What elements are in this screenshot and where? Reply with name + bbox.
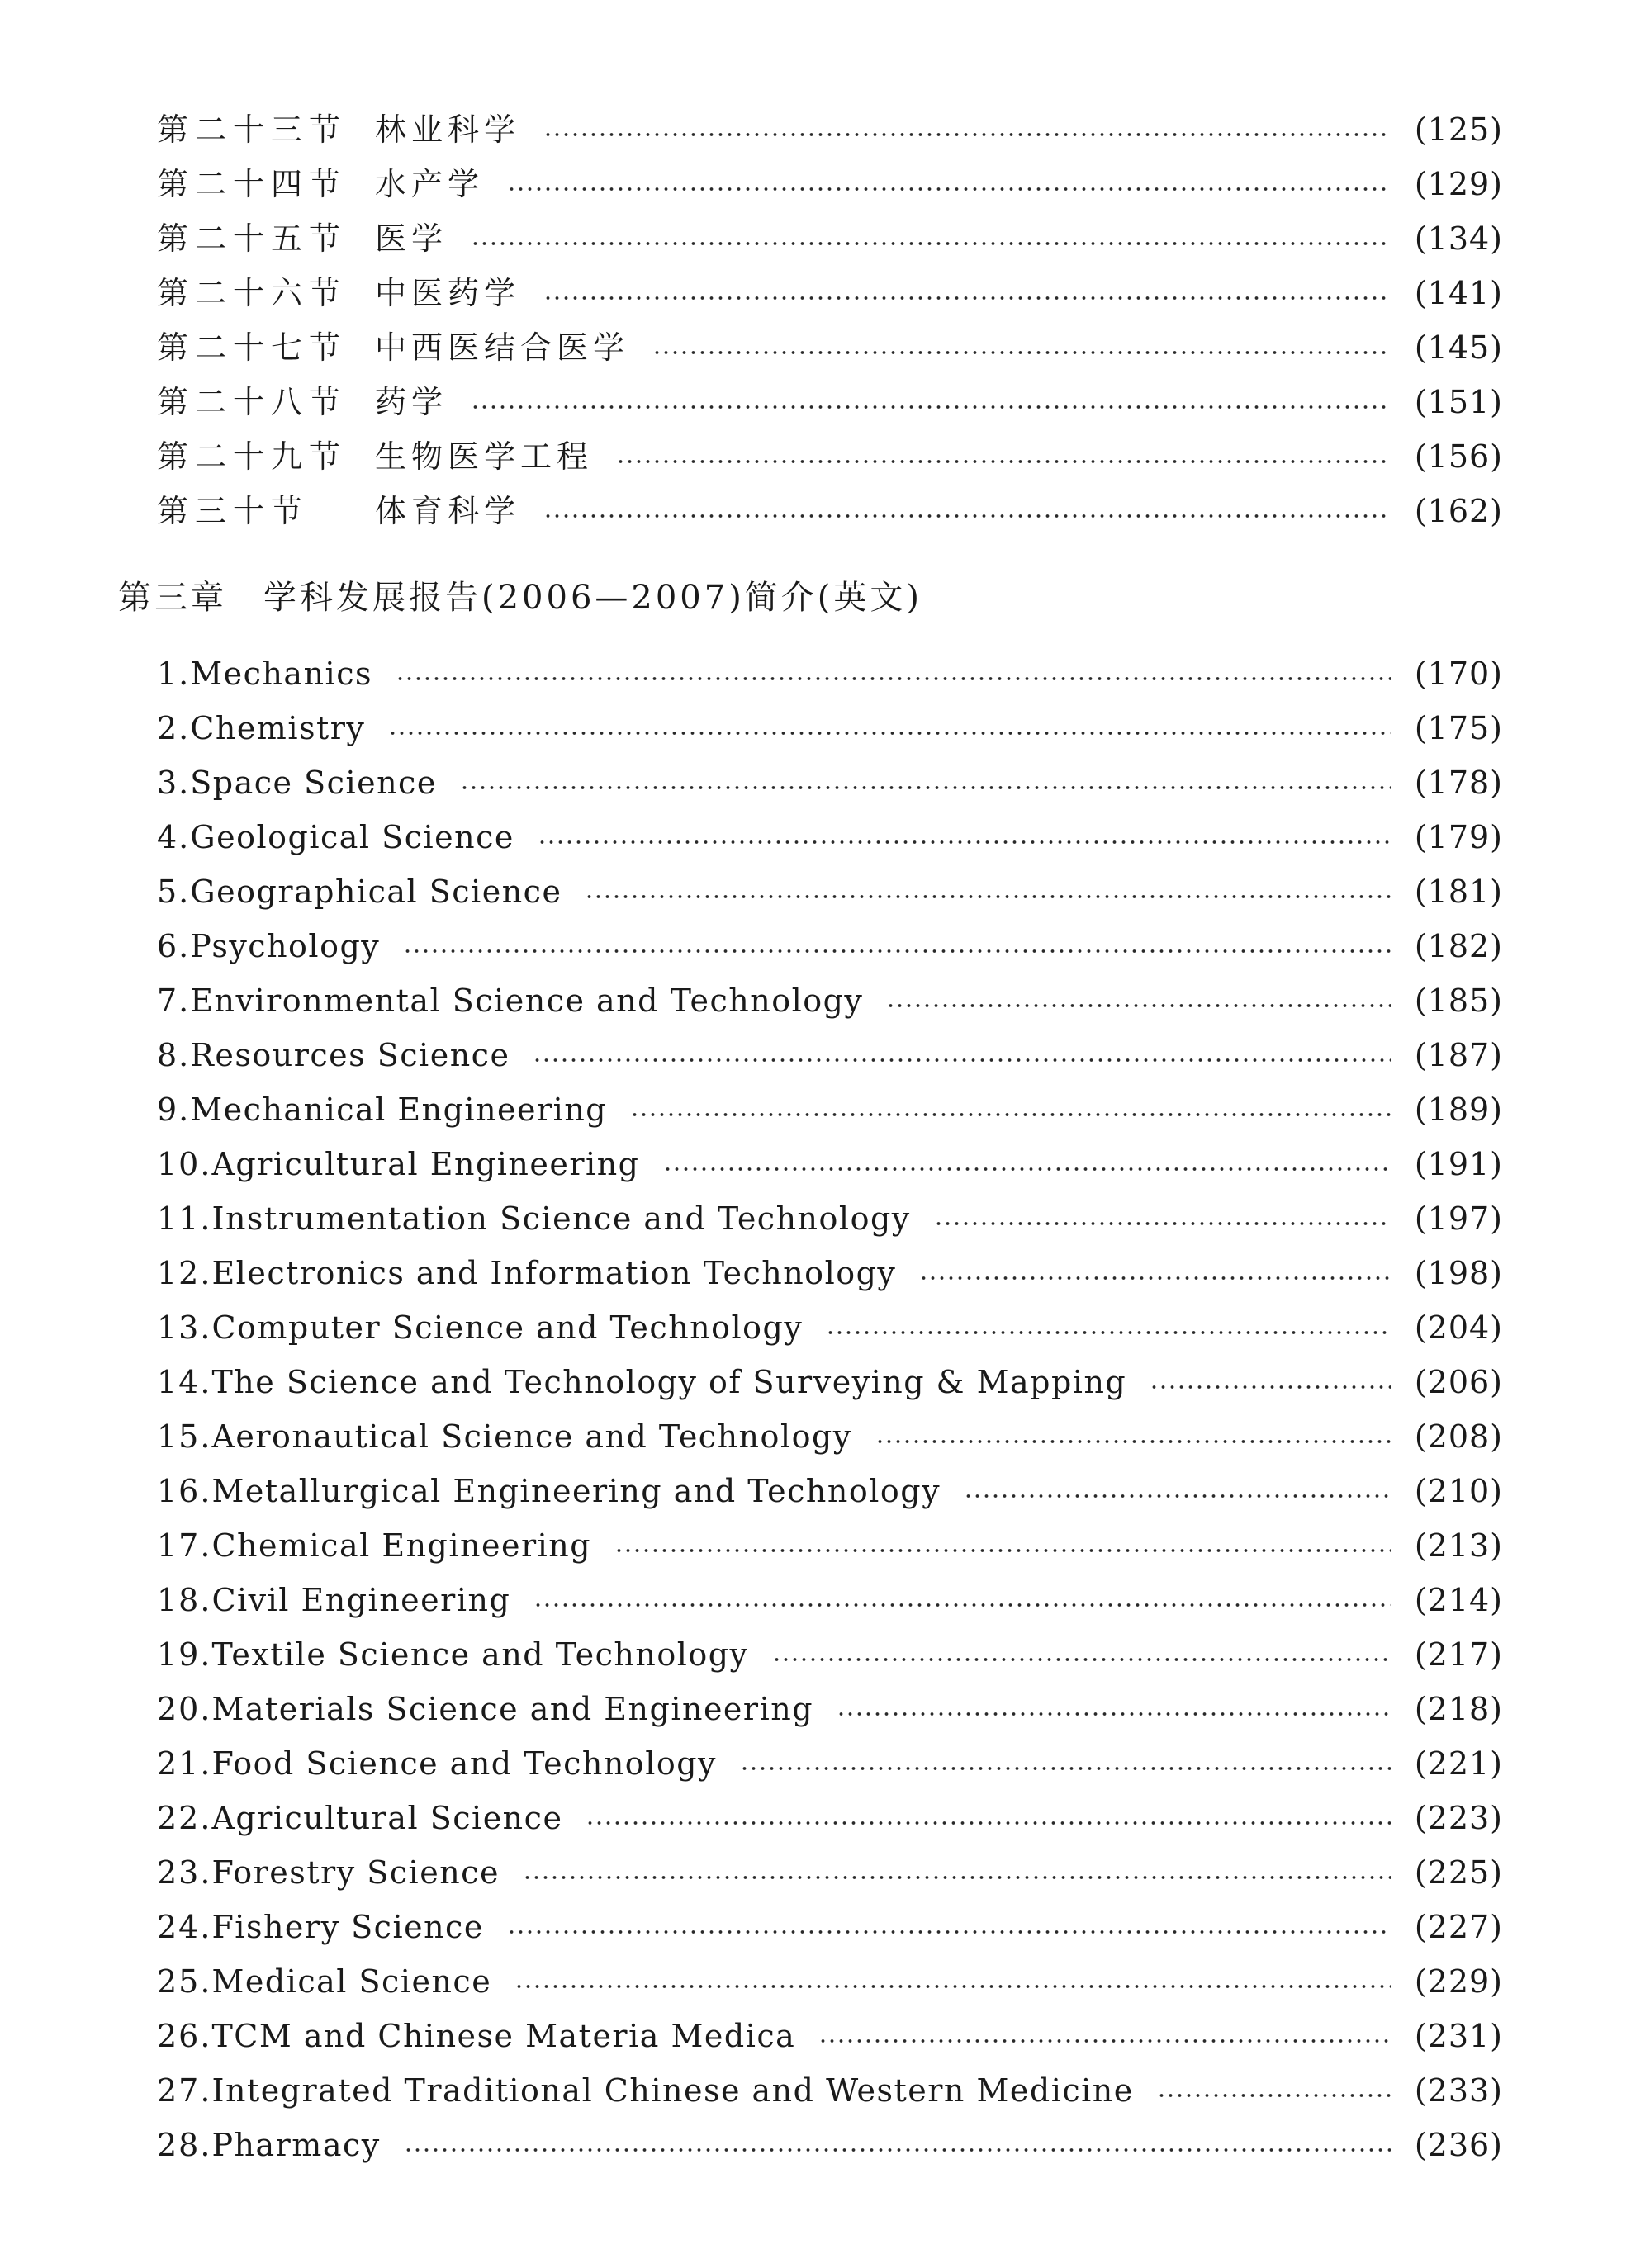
entry-number: 20. [157,1691,212,1727]
page-number: (185) [1414,982,1503,1019]
page-number: (125) [1414,111,1503,148]
entry-title: Medical Science [211,1963,492,2000]
toc-entry [157,864,1503,919]
page-number: (225) [1414,1854,1503,1891]
entry-title: Aeronautical Science and Technology [211,1418,852,1455]
toc-entry [157,810,1503,864]
entry-title: The Science and Technology of Surveying & Mapping [211,1364,1127,1400]
dot-leader [585,893,1391,900]
dot-leader [772,1656,1391,1663]
toc-entry [157,157,1503,211]
entry-title: Instrumentation Science and Technology [211,1200,911,1237]
entry-number: 21. [157,1745,212,1782]
dot-leader [533,1602,1391,1608]
page-number: (179) [1414,819,1503,855]
section-title: 林业科学 [375,111,521,148]
page-number: (134) [1414,220,1503,257]
dot-leader [404,2147,1391,2153]
entry-number: 16. [157,1473,212,1509]
entry-number: 7. [157,982,191,1019]
entry-number: 5. [157,874,191,910]
toc-entry [157,2118,1503,2172]
toc-entry [157,1954,1503,2009]
dot-leader [586,1820,1391,1826]
entry-number: 15. [157,1418,212,1455]
page-number: (178) [1414,765,1503,801]
section-number: 第二十七节 [157,329,348,366]
page-number: (189) [1414,1091,1503,1128]
dot-leader [875,1438,1391,1445]
entry-number: 28. [157,2127,212,2163]
page-number: (214) [1414,1582,1503,1618]
section-number: 第二十八节 [157,384,348,420]
entry-title: Textile Science and Technology [211,1636,749,1673]
entry-title: Pharmacy [211,2127,381,2163]
toc-entry [157,1137,1503,1191]
page-number: (213) [1414,1527,1503,1564]
entry-title: Materials Science and Engineering [211,1691,814,1727]
page-number: (231) [1414,2018,1503,2054]
dot-leader [471,240,1391,247]
toc-entry [157,755,1503,810]
section-number: 第二十六节 [157,275,348,311]
toc-entry [157,1300,1503,1355]
entry-number: 18. [157,1582,212,1618]
dot-leader [1157,2092,1391,2099]
chapter-heading: 第三章 学科发展报告(2006—2007)简介(英文) [118,579,923,617]
dot-leader [630,1111,1391,1118]
dot-leader [514,1983,1391,1990]
page-number: (206) [1414,1364,1503,1400]
dot-leader [934,1220,1391,1227]
dot-leader [538,839,1391,845]
section-title: 体育科学 [375,493,521,529]
entry-number: 3. [157,765,191,801]
section-title: 水产学 [375,166,485,202]
entry-title: Environmental Science and Technology [190,982,864,1019]
entry-title: Mechanical Engineering [190,1091,608,1128]
entry-title: Chemistry [190,710,366,746]
toc-entry [157,429,1503,484]
toc-entry [157,1627,1503,1682]
entry-number: 14. [157,1364,212,1400]
dot-leader [886,1002,1391,1009]
section-title: 中西医结合医学 [375,329,630,366]
toc-entry [157,1082,1503,1137]
toc-entry [157,266,1503,320]
toc-entry [157,1900,1503,1954]
entry-title: Agricultural Engineering [211,1146,640,1182]
page-number: (210) [1414,1473,1503,1509]
toc-entry [157,1682,1503,1736]
toc-entry [157,646,1503,701]
entry-number: 10. [157,1146,212,1182]
entry-number: 13. [157,1309,212,1346]
dot-leader [460,784,1391,791]
dot-leader [818,2038,1391,2044]
page-number: (236) [1414,2127,1503,2163]
section-title: 医学 [375,220,448,257]
toc-entry [157,320,1503,375]
entry-number: 2. [157,710,191,746]
toc-entry [157,484,1503,538]
section-number: 第二十五节 [157,220,348,257]
page-number: (151) [1414,384,1503,420]
entry-title: Agricultural Science [211,1800,563,1836]
page-number: (208) [1414,1418,1503,1455]
entry-title: TCM and Chinese Materia Medica [211,2018,796,2054]
entry-number: 6. [157,928,191,964]
section-number: 第二十四节 [157,166,348,202]
entry-number: 23. [157,1854,212,1891]
entry-number: 4. [157,819,191,855]
dot-leader [543,295,1391,301]
entry-title: Geological Science [190,819,514,855]
toc-entry [157,1028,1503,1082]
page-number: (129) [1414,166,1503,202]
dot-leader [663,1166,1392,1172]
dot-leader [507,1929,1391,1935]
toc-entry [157,701,1503,755]
dot-leader [388,730,1391,736]
dot-leader [919,1275,1391,1281]
entry-title: Chemical Engineering [211,1527,592,1564]
page-number: (218) [1414,1691,1503,1727]
page-number: (233) [1414,2072,1503,2109]
entry-title: Fishery Science [211,1909,484,1945]
page-number: (141) [1414,275,1503,311]
entry-number: 26. [157,2018,212,2054]
dot-leader [837,1711,1391,1717]
section-number: 第二十三节 [157,111,348,148]
toc-entry [157,375,1503,429]
section-title: 生物医学工程 [375,438,594,475]
page-number: (217) [1414,1636,1503,1673]
toc-entry [157,1791,1503,1845]
entry-number: 11. [157,1200,212,1237]
toc-entry [157,919,1503,973]
toc-entry [157,1246,1503,1300]
dot-leader [543,513,1391,519]
dot-leader [396,675,1391,682]
dot-leader [826,1329,1391,1336]
dot-leader [507,186,1391,192]
dot-leader [523,1874,1391,1881]
entry-title: Resources Science [190,1037,510,1073]
page-number: (204) [1414,1309,1503,1346]
dot-leader [403,948,1391,954]
section-title: 中医药学 [375,275,521,311]
dot-leader [740,1765,1391,1772]
page-number: (197) [1414,1200,1503,1237]
entry-number: 12. [157,1255,212,1291]
toc-entry [157,1736,1503,1791]
entry-title: Electronics and Information Technology [211,1255,897,1291]
toc-entry [157,1355,1503,1409]
entry-number: 27. [157,2072,212,2109]
entry-title: Mechanics [190,656,372,692]
toc-entry [157,1191,1503,1246]
entry-title: Food Science and Technology [211,1745,718,1782]
page-number: (191) [1414,1146,1503,1182]
entry-title: Computer Science and Technology [211,1309,804,1346]
entry-number: 17. [157,1527,212,1564]
dot-leader [533,1057,1391,1063]
page-number: (170) [1414,656,1503,692]
entry-number: 19. [157,1636,212,1673]
page-number: (223) [1414,1800,1503,1836]
entry-number: 1. [157,656,191,692]
page-number: (175) [1414,710,1503,746]
page-number: (227) [1414,1909,1503,1945]
page-number: (229) [1414,1963,1503,2000]
toc-entry [157,1409,1503,1464]
toc-entry [157,211,1503,266]
entry-title: Geographical Science [190,874,562,910]
dot-leader [616,458,1391,465]
dot-leader [652,349,1391,356]
entry-title: Metallurgical Engineering and Technology [211,1473,941,1509]
page-number: (145) [1414,329,1503,366]
entry-title: Forestry Science [211,1854,500,1891]
entry-number: 8. [157,1037,191,1073]
entry-number: 25. [157,1963,212,2000]
page-number: (187) [1414,1037,1503,1073]
entry-number: 24. [157,1909,212,1945]
page-number: (181) [1414,874,1503,910]
entry-title: Integrated Traditional Chinese and Western Medicine [211,2072,1134,2109]
entry-title: Space Science [190,765,437,801]
entry-title: Psychology [190,928,381,964]
section-number: 第三十节 [157,493,310,529]
page-number: (162) [1414,493,1503,529]
toc-entry [157,1845,1503,1900]
toc-entry [157,2009,1503,2063]
toc-entry [157,973,1503,1028]
page-number: (182) [1414,928,1503,964]
dot-leader [1150,1384,1391,1390]
entry-title: Civil Engineering [211,1582,511,1618]
toc-entry [157,1573,1503,1627]
entry-number: 22. [157,1800,212,1836]
page-number: (156) [1414,438,1503,475]
dot-leader [964,1493,1391,1499]
dot-leader [471,404,1391,410]
page-number: (221) [1414,1745,1503,1782]
entry-number: 9. [157,1091,191,1128]
dot-leader [614,1547,1391,1554]
toc-entry [157,2063,1503,2118]
toc-entry [157,1518,1503,1573]
section-title: 药学 [375,384,448,420]
page-number: (198) [1414,1255,1503,1291]
toc-entry [157,102,1503,157]
section-number: 第二十九节 [157,438,348,475]
dot-leader [543,131,1391,138]
toc-entry [157,1464,1503,1518]
